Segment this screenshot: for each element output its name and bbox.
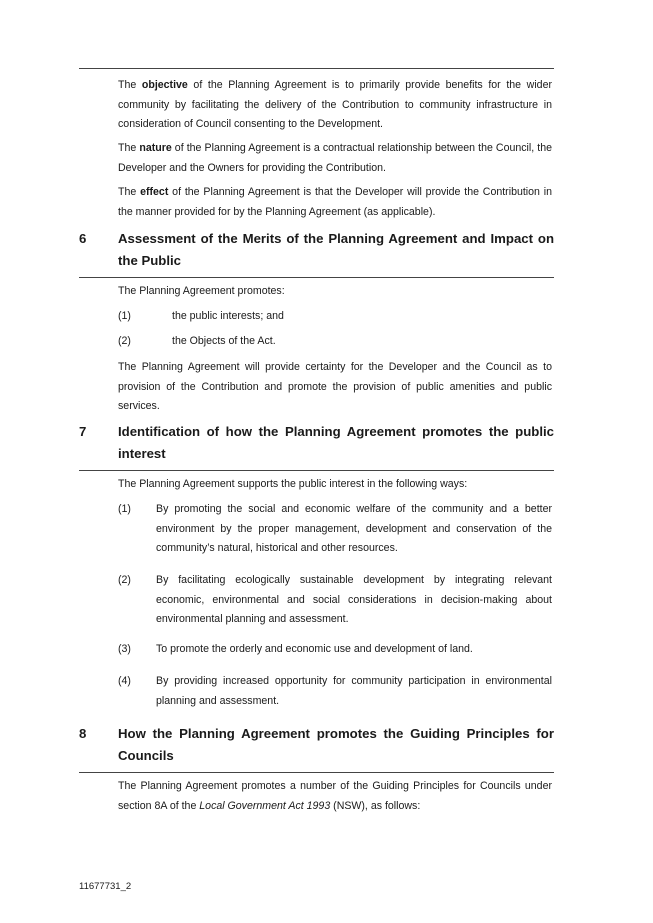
section-6-item-2 bbox=[118, 332, 552, 352]
section-8-rule bbox=[79, 772, 554, 773]
section-7-intro: The Planning Agreement supports the public interest in the following ways: bbox=[118, 478, 468, 490]
effect-term: effect bbox=[140, 186, 169, 198]
list-number: (2) bbox=[118, 335, 131, 347]
section-8-intro: The Planning Agreement promotes a number of the Guiding Principles for Councils under section 8A of the Local Government Act 1993 (NSW), as follows: bbox=[118, 780, 552, 812]
list-text: the Objects of the Act. bbox=[172, 335, 276, 347]
list-text: the public interests; and bbox=[172, 310, 284, 322]
section-6-heading bbox=[79, 228, 554, 272]
objective-term: objective bbox=[141, 79, 188, 91]
list-number: (2) bbox=[118, 574, 131, 586]
list-number: (4) bbox=[118, 675, 131, 687]
section-7-item-3 bbox=[118, 640, 552, 660]
section-6-closing: The Planning Agreement will provide certainty for the Developer and the Council as to provision of the Contribution and promote the provision of public amenities and public services. bbox=[118, 361, 552, 412]
list-text: To promote the orderly and economic use and development of land. bbox=[156, 643, 473, 655]
section-7-title: Identification of how the Planning Agreement promotes the public interest bbox=[118, 424, 554, 461]
section-8-title: How the Planning Agreement promotes the Guiding Principles for Councils bbox=[118, 726, 554, 763]
section-7-heading bbox=[79, 421, 554, 465]
section-7-rule bbox=[79, 470, 554, 471]
list-text: By promoting the social and economic welfare of the community and a better environment by the proper management, development and conservation of the community’s natural, historical and other resources. bbox=[156, 503, 552, 554]
list-text: By providing increased opportunity for community participation in environmental planning and assessment. bbox=[156, 675, 552, 707]
list-text: By facilitating ecologically sustainable development by integrating relevant economic, environmental and social considerations in decision-making about environmental planning and assessment. bbox=[156, 574, 552, 625]
list-number: (1) bbox=[118, 503, 131, 515]
section-7-item-4 bbox=[118, 672, 552, 711]
section-8-heading bbox=[79, 723, 554, 767]
section-7-item-1 bbox=[118, 500, 552, 559]
list-number: (1) bbox=[118, 310, 131, 322]
section-7-item-2 bbox=[118, 571, 552, 630]
act-title: Local Government Act 1993 bbox=[199, 799, 331, 812]
top-rule bbox=[79, 68, 554, 69]
list-number: (3) bbox=[118, 643, 131, 655]
section-7-number: 7 bbox=[79, 424, 87, 439]
objective-paragraph: The objective of the Planning Agreement is to primarily provide benefits for the wider community by facilitating the delivery of the Contribution to community infrastructure in consideration of Council consenting to the Development. bbox=[118, 79, 552, 130]
section-6-item-1 bbox=[118, 307, 552, 327]
section-6-title: Assessment of the Merits of the Planning Agreement and Impact on the Public bbox=[118, 231, 554, 268]
section-6-rule bbox=[79, 277, 554, 278]
nature-paragraph: The nature of the Planning Agreement is a contractual relationship between the Council, the Developer and the Owners for providing the Contribution. bbox=[118, 142, 553, 174]
section-8-number: 8 bbox=[79, 726, 87, 741]
section-6-number: 6 bbox=[79, 231, 87, 246]
document-id: 11677731_2 bbox=[79, 881, 132, 892]
effect-paragraph: The effect of the Planning Agreement is that the Developer will provide the Contribution in the manner provided for by the Planning Agreement (as applicable). bbox=[118, 186, 552, 218]
nature-term: nature bbox=[139, 142, 172, 154]
section-6-intro: The Planning Agreement promotes: bbox=[118, 285, 285, 297]
